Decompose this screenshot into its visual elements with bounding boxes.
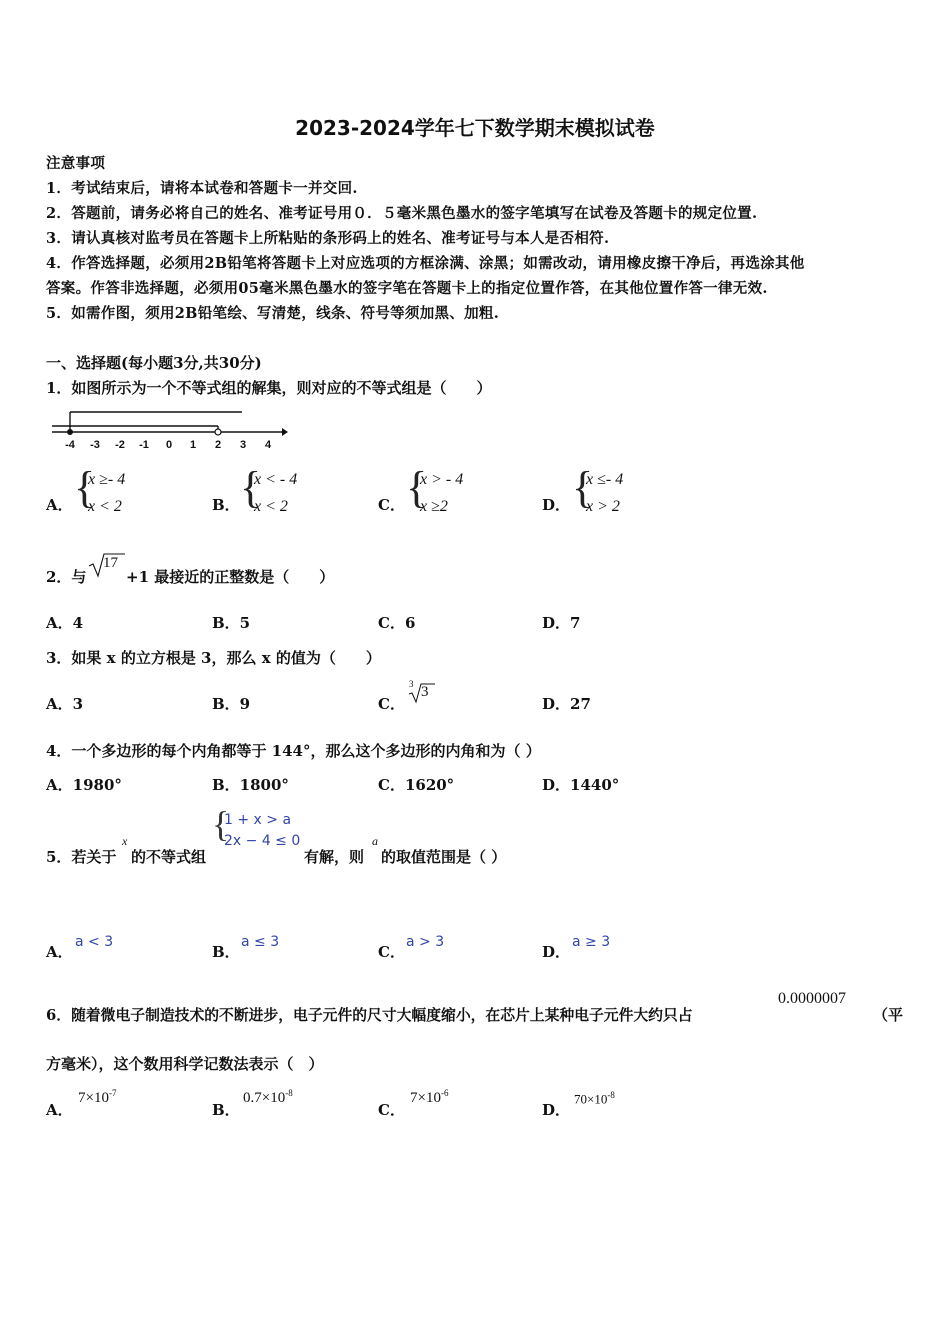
- q4-stem: 4．一个多边形的每个内角都等于 144°，那么这个多边形的内角和为（ ）: [46, 742, 541, 760]
- notice-line: 4．作答选择题，必须用2B铅笔将答题卡上对应选项的方框涂满、涂黑；如需改动，请用橡皮擦干净后，再选涂其他: [46, 255, 805, 272]
- option-text: A．4: [46, 614, 84, 632]
- variable-a: a: [372, 834, 378, 848]
- option-text: D．27: [542, 695, 591, 713]
- notice-line: 1．考试结束后，请将本试卷和答题卡一并交回.: [46, 180, 358, 197]
- notice-line: 5．如需作图，须用2B铅笔绘、写清楚，线条、符号等须加黑、加粗.: [46, 305, 500, 322]
- notice-line: 答案。作答非选择题，必须用05毫米黑色墨水的签字笔在答题卡上的指定位置作答，在其他位置作答一律无效.: [46, 280, 768, 297]
- tick-label: 3: [239, 439, 247, 451]
- q5-prefix: 5．若关于: [46, 848, 117, 866]
- option-text: C．6: [378, 614, 416, 632]
- option-text: D．7: [542, 614, 581, 632]
- q5-mid: 的不等式组: [131, 848, 207, 866]
- option-text: B．9: [212, 695, 251, 713]
- tick-label: 1: [189, 439, 197, 451]
- tick-label: 0: [165, 439, 173, 451]
- option-text: A．3: [46, 695, 84, 713]
- q3-stem: 3．如果 x 的立方根是 3，那么 x 的值为（ ）: [46, 649, 381, 667]
- option-math: $70\times 10^{-8}$: [574, 1090, 615, 1107]
- option-letter: A．: [46, 943, 73, 961]
- inequality-system: x ≥- 4 x < 2: [88, 471, 126, 515]
- brace-icon: {: [212, 804, 230, 844]
- tick-label: -4: [65, 439, 75, 451]
- q1-stem: 1．如图所示为一个不等式组的解集，则对应的不等式组是（ ）: [46, 379, 492, 397]
- tick-label: 2: [214, 439, 222, 451]
- option-text: C．1620°: [378, 776, 455, 794]
- brace-icon: {: [74, 463, 96, 512]
- option-math: $0.7\times 10^{-8}$: [243, 1088, 293, 1106]
- inequality-system: x < - 4 x < 2: [254, 471, 298, 515]
- option-text: A．1980°: [46, 776, 122, 794]
- q6-value: 0.0000007: [778, 990, 846, 1007]
- variable-x: x: [122, 834, 128, 848]
- q5-post1: 有解，则: [304, 848, 365, 866]
- root-index: 3: [409, 679, 414, 689]
- notice-line: 2．答题前，请务必将自己的姓名、准考证号用０．５毫米黑色墨水的签字笔填写在试卷及答题卡的规定位置.: [46, 205, 758, 222]
- notice-heading: 注意事项: [46, 155, 106, 172]
- radicand: 3: [421, 684, 429, 700]
- inequality-system: x ≤- 4 x > 2: [586, 471, 624, 515]
- option-math: a ≤ 3: [241, 934, 280, 950]
- option-letter: B．: [212, 496, 240, 514]
- page-title: 2023-2024学年七下数学期末模拟试卷: [295, 116, 655, 140]
- option-letter: B．: [212, 943, 240, 961]
- option-math: $7\times 10^{-7}$: [78, 1088, 117, 1106]
- option-letter: D．: [542, 496, 571, 514]
- q6-line2: 方毫米），这个数用科学记数法表示（ ）: [46, 1055, 324, 1073]
- q6-line1: 6．随着微电子制造技术的不断进步，电子元件的尺寸大幅度缩小，在芯片上某种电子元件大约只占: [46, 1007, 693, 1024]
- option-text: B．5: [212, 614, 251, 632]
- option-text: D．1440°: [542, 776, 620, 794]
- option-math: a ≥ 3: [572, 934, 611, 950]
- inequality-system: x > - 4 x ≥2: [420, 471, 464, 515]
- tick-label: -2: [115, 439, 125, 451]
- option-letter: A．: [46, 1101, 73, 1119]
- brace-icon: {: [406, 463, 428, 512]
- option-letter: C．: [378, 1101, 405, 1119]
- option-letter: D．: [542, 943, 571, 961]
- inequality-system: 1 + x > a 2x − 4 ≤ 0: [224, 812, 301, 849]
- notice-line: 3．请认真核对监考员在答题卡上所粘贴的条形码上的姓名、准考证号与本人是否相符.: [46, 230, 610, 247]
- q5-post2: 的取值范围是（ ）: [381, 848, 507, 866]
- number-line-figure: [50, 408, 290, 452]
- option-math: a > 3: [406, 934, 445, 950]
- option-math: $7\times 10^{-6}$: [410, 1088, 449, 1106]
- option-letter: A．: [46, 496, 73, 514]
- section-heading: 一、选择题(每小题3分,共30分): [46, 354, 262, 372]
- brace-icon: {: [572, 463, 594, 512]
- brace-icon: {: [240, 463, 262, 512]
- option-letter: B．: [212, 1101, 240, 1119]
- option-letter: C．: [378, 943, 405, 961]
- option-text: B．1800°: [212, 776, 289, 794]
- q6-line1-end: （平: [873, 1006, 904, 1024]
- option-letter: C．: [378, 496, 405, 514]
- tick-label: -1: [139, 439, 149, 451]
- q2-prefix: 2．与: [46, 568, 87, 586]
- radicand: 17: [103, 555, 118, 571]
- option-math: a < 3: [75, 934, 114, 950]
- option-letter: D．: [542, 1101, 571, 1119]
- tick-label: -3: [90, 439, 100, 451]
- tick-label: 4: [264, 439, 272, 451]
- q2-stem: +1 最接近的正整数是（ ）: [126, 568, 335, 586]
- option-text: C．: [378, 695, 405, 713]
